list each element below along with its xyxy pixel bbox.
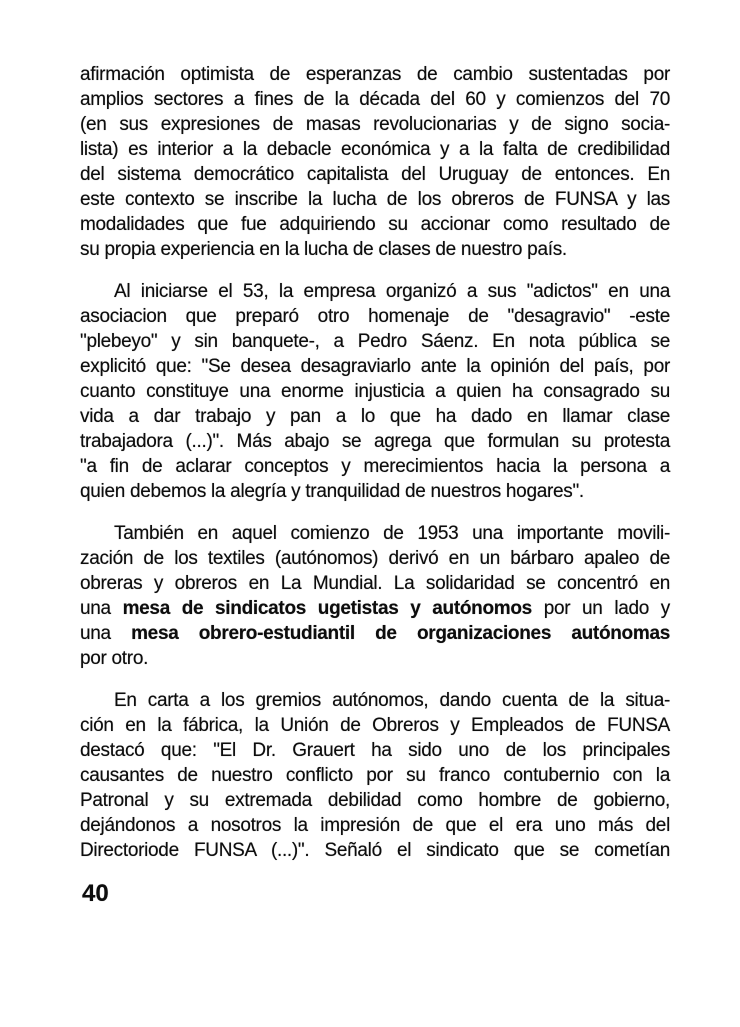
text-line <box>80 329 670 354</box>
bold-text: mesa de sindicatos ugetistas y autónomos <box>122 598 532 619</box>
text-line <box>80 596 670 621</box>
text-segment: cuanto constituye una enorme injusticia a quien ha consagrado su <box>80 381 670 402</box>
text-segment: amplios sectores a fines de la década del 60 y comienzos del 70 <box>80 89 670 110</box>
paragraph-3 <box>80 521 670 671</box>
text-line <box>80 212 670 237</box>
text-line <box>80 738 670 763</box>
paragraph-1 <box>80 62 670 262</box>
text-segment: por otro. <box>80 648 149 669</box>
bold-text: mesa obrero-estudiantil de organizaciones autónomas <box>131 623 670 644</box>
text-line <box>80 62 670 87</box>
text-segment: También en aquel comienzo de 1953 una importante movili- <box>114 523 670 544</box>
text-segment: causantes de nuestro conflicto por su franco contubernio con la <box>80 765 670 786</box>
text-segment: explicitó que: "Se desea desagraviarlo ante la opinión del país, por <box>80 356 670 377</box>
text-segment: En carta a los gremios autónomos, dando cuenta de la situa- <box>114 690 670 711</box>
text-segment: ción en la fábrica, la Unión de Obreros y Empleados de FUNSA <box>80 715 670 736</box>
text-line <box>80 354 670 379</box>
text-segment: destacó que: "El Dr. Grauert ha sido uno de los principales <box>80 740 670 761</box>
text-line <box>80 838 670 863</box>
text-segment: dejándonos a nosotros la impresión de que el era uno más del <box>80 815 670 836</box>
paragraph-4 <box>80 688 670 863</box>
text-segment: "a fin de aclarar conceptos y merecimientos hacia la persona a <box>80 456 670 477</box>
text-line <box>80 304 670 329</box>
text-line <box>80 162 670 187</box>
text-line <box>80 187 670 212</box>
text-line <box>80 688 670 713</box>
text-line <box>80 621 670 646</box>
text-segment: por un lado y <box>531 598 670 619</box>
text-segment: modalidades que fue adquiriendo su accionar como resultado de <box>80 214 670 235</box>
text-line <box>80 571 670 596</box>
text-line <box>80 279 670 304</box>
text-line <box>80 429 670 454</box>
text-segment: su propia experiencia en la lucha de clases de nuestro país. <box>80 239 567 260</box>
text-line <box>80 404 670 429</box>
text-segment: (en sus expresiones de masas revolucionarias y de signo socia- <box>80 114 670 135</box>
text-line <box>80 713 670 738</box>
text-line <box>80 137 670 162</box>
text-segment: vida a dar trabajo y pan a lo que ha dado en llamar clase <box>80 406 670 427</box>
text-segment: obreras y obreros en La Mundial. La solidaridad se concentró en <box>80 573 670 594</box>
text-segment: Directoriode FUNSA (...)". Señaló el sindicato que se cometían <box>80 840 670 861</box>
text-line <box>80 112 670 137</box>
text-segment: del sistema democrático capitalista del Uruguay de entonces. En <box>80 164 670 185</box>
paragraph-2 <box>80 279 670 504</box>
text-line <box>80 379 670 404</box>
text-line <box>80 521 670 546</box>
page-text <box>80 62 670 880</box>
text-segment: zación de los textiles (autónomos) derivó en un bárbaro apaleo de <box>80 548 670 569</box>
text-segment: quien debemos la alegría y tranquilidad de nuestros hogares". <box>80 481 584 502</box>
text-segment: una <box>80 623 132 644</box>
text-line <box>80 646 670 671</box>
text-line <box>80 813 670 838</box>
text-line <box>80 454 670 479</box>
text-line <box>80 788 670 813</box>
text-line <box>80 763 670 788</box>
text-segment: afirmación optimista de esperanzas de cambio sustentadas por <box>80 64 670 85</box>
text-segment: "plebeyo" y sin banquete-, a Pedro Sáenz. En nota pública se <box>80 331 670 352</box>
text-segment: lista) es interior a la debacle económica y a la falta de credibilidad <box>80 139 670 160</box>
text-segment: este contexto se inscribe la lucha de los obreros de FUNSA y las <box>80 189 670 210</box>
text-line <box>80 546 670 571</box>
text-line <box>80 479 670 504</box>
text-segment: una <box>80 598 123 619</box>
text-segment: trabajadora (...)". Más abajo se agrega que formulan su protesta <box>80 431 670 452</box>
page-number: 40 <box>82 880 109 907</box>
text-segment: Al iniciarse el 53, la empresa organizó a sus "adictos" en una <box>114 281 670 302</box>
text-line <box>80 237 670 262</box>
text-line <box>80 87 670 112</box>
text-segment: Patronal y su extremada debilidad como hombre de gobierno, <box>80 790 670 811</box>
text-segment: asociacion que preparó otro homenaje de "desagravio" -este <box>80 306 670 327</box>
